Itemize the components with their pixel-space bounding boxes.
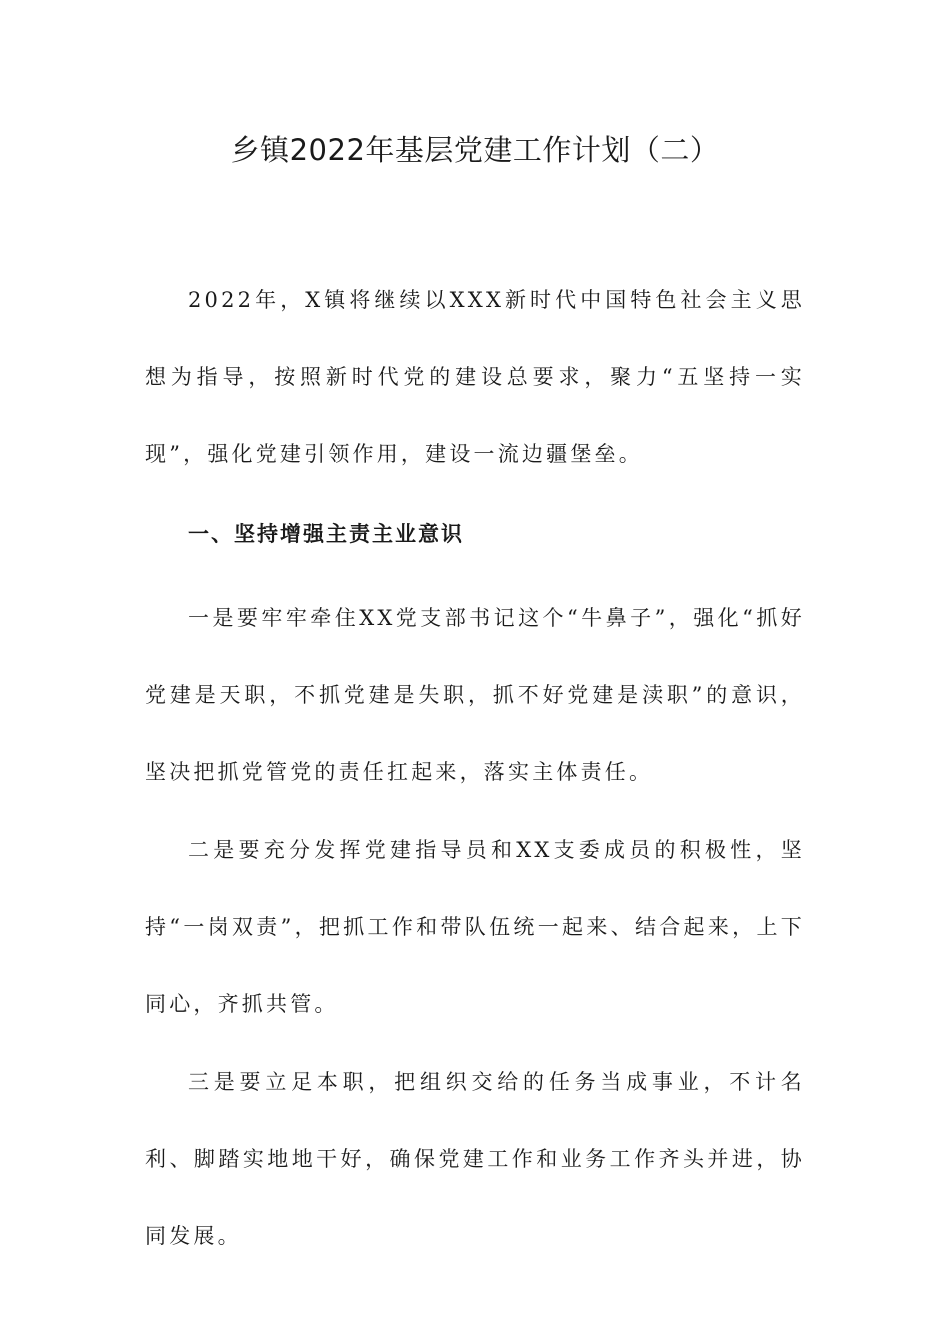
document-title: 乡镇2022年基层党建工作计划（二）	[230, 133, 720, 167]
paragraph-first-point: 一是要牢牢牵住XX党支部书记这个“牛鼻子”，强化“抓好党建是天职，不抓党建是失职，抓不好党建是渎职”的意识，坚决把抓党管党的责任扛起来，落实主体责任。	[145, 606, 805, 784]
paragraph-third-point: 三是要立足本职，把组织交给的任务当成事业，不计名利、脚踏实地地干好，确保党建工作和业务工作齐头并进，协同发展。	[145, 1070, 805, 1248]
section-heading: 一、坚持增强主责主业意识	[188, 522, 464, 546]
intro-paragraph: 2022年，X镇将继续以XXX新时代中国特色社会主义思想为指导，按照新时代党的建设总要求，聚力“五坚持一实现”，强化党建引领作用，建设一流边疆堡垒。	[145, 288, 805, 466]
paragraph-second-point: 二是要充分发挥党建指导员和XX支委成员的积极性，坚持“一岗双责”，把抓工作和带队伍统一起来、结合起来，上下同心，齐抓共管。	[145, 838, 805, 1016]
